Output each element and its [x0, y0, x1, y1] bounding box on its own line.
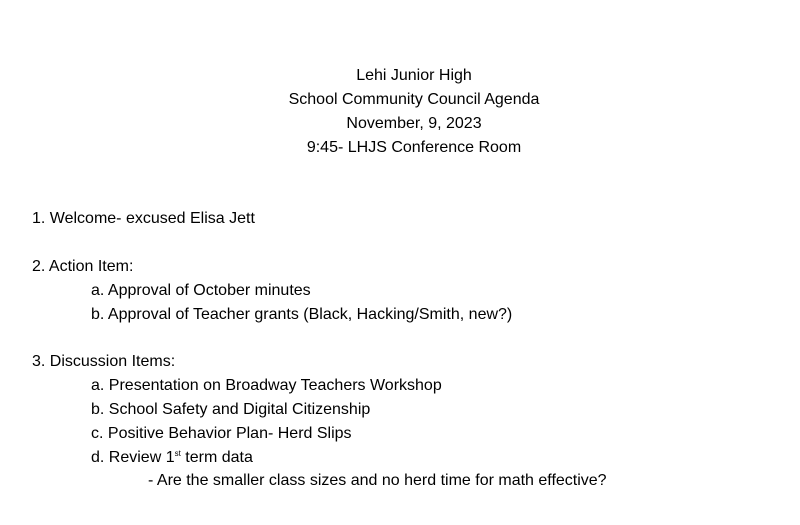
item-welcome: 1. Welcome- excused Elisa Jett: [32, 210, 255, 227]
agenda-title: School Community Council Agenda: [288, 91, 540, 108]
meeting-date: November, 9, 2023: [346, 115, 482, 132]
item-action-b: b. Approval of Teacher grants (Black, Hacking/Smith, new?): [91, 306, 513, 323]
discussion-d-ordinal: st: [174, 449, 181, 458]
item-discussion-a: a. Presentation on Broadway Teachers Workshop: [91, 377, 442, 394]
item-discussion-heading: 3. Discussion Items:: [32, 353, 176, 370]
item-discussion-d-subitem: - Are the smaller class sizes and no herd time for math effective?: [148, 472, 607, 489]
discussion-d-prefix: d. Review 1: [91, 449, 175, 466]
item-action-a: a. Approval of October minutes: [91, 282, 311, 299]
item-action-heading: 2. Action Item:: [32, 258, 134, 275]
agenda-header: [0, 64, 800, 160]
item-discussion-b: b. School Safety and Digital Citizenship: [91, 401, 371, 418]
school-name: Lehi Junior High: [356, 67, 472, 84]
discussion-d-suffix: term data: [180, 449, 253, 466]
meeting-time-location: 9:45- LHJS Conference Room: [306, 139, 522, 156]
item-discussion-c: c. Positive Behavior Plan- Herd Slips: [91, 425, 352, 442]
item-discussion-d: [91, 446, 253, 470]
